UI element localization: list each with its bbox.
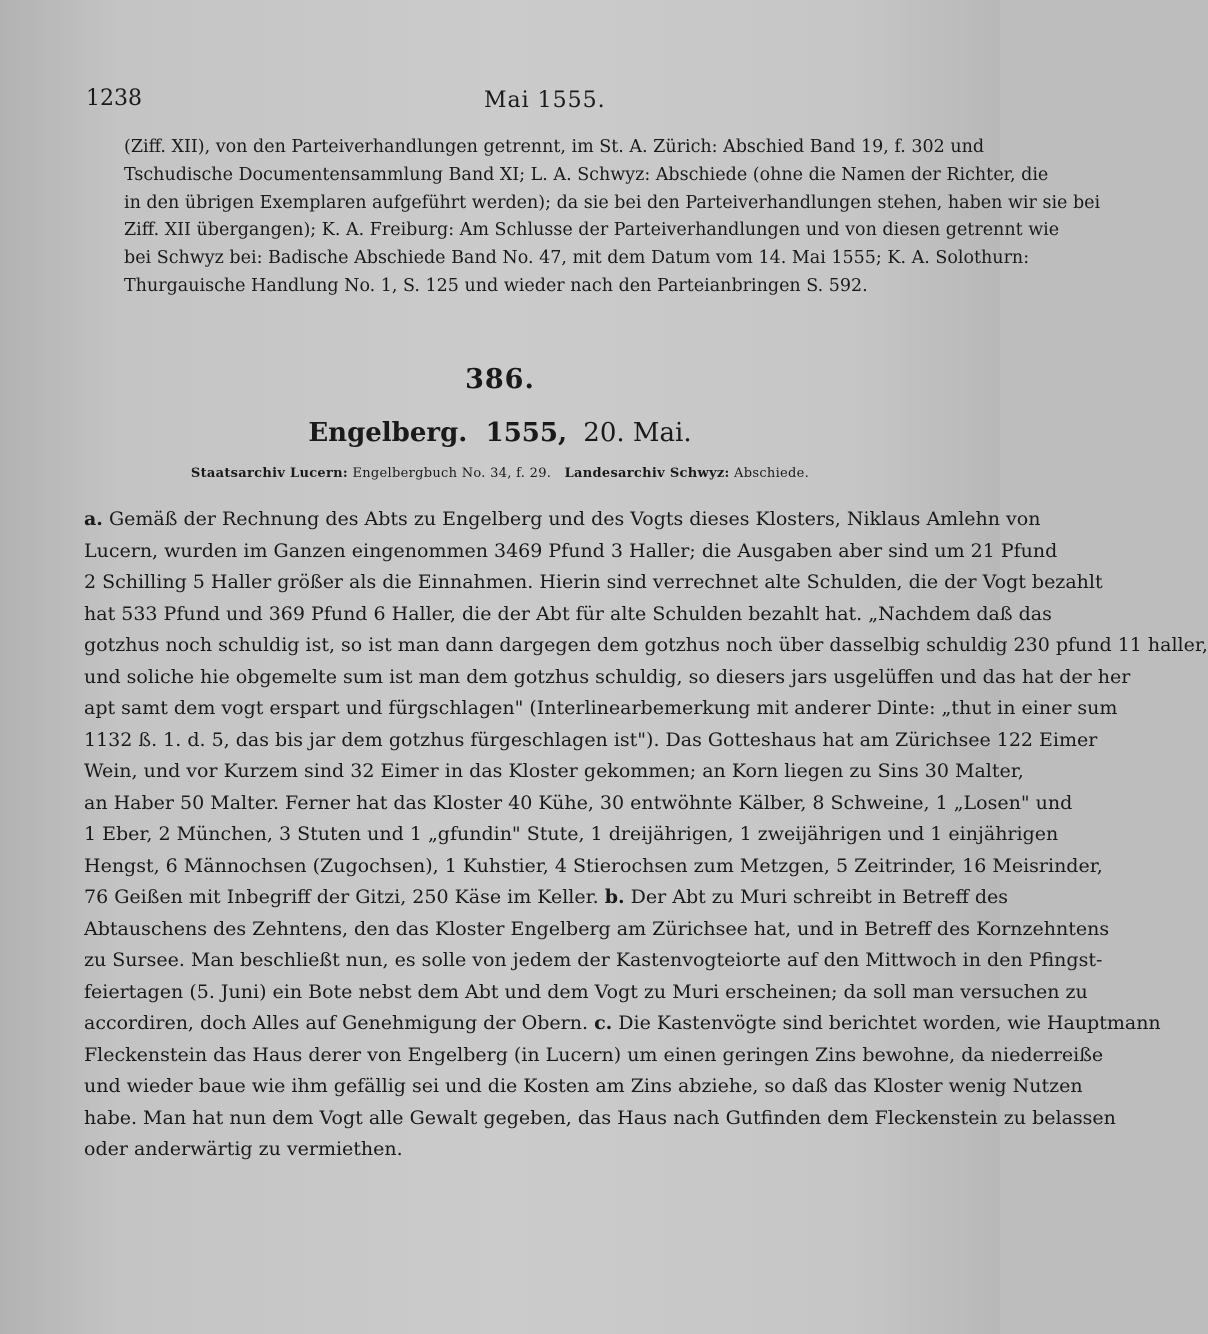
page-number: 1238 xyxy=(86,86,142,111)
source-archive: Landesarchiv Schwyz: xyxy=(564,466,730,481)
line-text: an Haber 50 Malter. Ferner hat das Kloster 40 Kühe, 30 entwöhnte Kälber, 8 Schweine, 1 „Losen" und xyxy=(84,791,1073,814)
text-line xyxy=(84,945,1103,977)
line-text: Die Kastenvögte sind berichtet worden, wie Hauptmann xyxy=(612,1012,1161,1034)
line-text: gotzhus noch schuldig ist, so ist man dann dargegen dem gotzhus noch über dasselbig schuldig 230 pfund 11 haller, xyxy=(84,634,1208,656)
source-references xyxy=(0,466,1000,481)
text-line: Ziff. XII übergangen); K. A. Freiburg: Am Schlusse der Parteiverhandlungen und von diesen getrennt wie xyxy=(124,220,1060,241)
previous-entry-text xyxy=(124,134,1101,301)
text-line xyxy=(84,1040,1104,1072)
text-line xyxy=(84,819,1059,851)
line-text: Der Abt zu Muri schreibt in Betreff des xyxy=(624,886,1009,908)
line-text: Wein, und vor Kurzem sind 32 Eimer in das Kloster gekommen; an Korn liegen zu Sins 30 Malter, xyxy=(84,760,1024,782)
text-line xyxy=(84,1071,1083,1103)
text-line xyxy=(84,567,1103,599)
text-line xyxy=(84,914,1110,946)
text-line: in den übrigen Exemplaren aufgeführt werden); da sie bei den Parteiverhandlungen stehen, haben wir sie bei xyxy=(124,192,1101,213)
entry-place: Engelberg. xyxy=(308,418,468,448)
source-reference: Engelbergbuch No. 34, f. 29. xyxy=(352,466,552,481)
source-reference: Abschiede. xyxy=(734,466,810,481)
line-text: Lucern, wurden im Ganzen eingenommen 3469 Pfund 3 Haller; die Ausgaben aber sind um 21 Pfund xyxy=(84,539,1058,562)
entry-date: 20. Mai. xyxy=(583,418,692,448)
line-text: Abtauschens des Zehntens, den das Kloster Engelberg am Zürichsee hat, und in Betreff des Kornzehntens xyxy=(84,917,1110,940)
line-text: zu Sursee. Man beschließt nun, es solle von jedem der Kastenvogteiorte auf den Mittwoch in den Pfingst- xyxy=(84,949,1103,971)
text-line: Tschudische Documentensammlung Band XI; L. A. Schwyz: Abschiede (ohne die Namen der Richter, die xyxy=(124,164,1049,185)
source-archive: Staatsarchiv Lucern: xyxy=(190,466,348,481)
line-text: 1132 ß. 1. d. 5, das bis jar dem gotzhus fürgeschlagen ist"). Das Gotteshaus hat am Zürichsee 122 Eimer xyxy=(84,728,1098,751)
text-line xyxy=(84,725,1098,757)
entry-body-text xyxy=(84,504,1208,1166)
entry-title xyxy=(0,418,1000,448)
line-text: 2 Schilling 5 Haller größer als die Einnahmen. Hierin sind verrechnet alte Schulden, die der Vogt bezahlt xyxy=(84,571,1103,593)
text-line xyxy=(84,662,1131,694)
line-text: accordiren, doch Alles auf Genehmigung der Obern. xyxy=(84,1012,595,1034)
entry-number: 386. xyxy=(465,364,535,395)
text-line xyxy=(84,504,1041,536)
text-line: Thurgauische Handlung No. 1, S. 125 und wieder nach den Parteianbringen S. 592. xyxy=(124,275,868,296)
line-text: hat 533 Pfund und 369 Pfund 6 Haller, die der Abt für alte Schulden bezahlt hat. „Nachdem daß das xyxy=(84,602,1052,625)
text-line xyxy=(84,788,1073,820)
line-text: 76 Geißen mit Inbegriff der Gitzi, 250 Käse im Keller. xyxy=(84,886,605,908)
line-text: 1 Eber, 2 München, 3 Stuten und 1 „gfundin" Stute, 1 dreijährigen, 1 zweijährigen und 1 einjährigen xyxy=(84,823,1059,845)
text-line xyxy=(84,851,1103,883)
text-line xyxy=(84,882,1009,914)
line-text: apt samt dem vogt erspart und fürgschlagen" (Interlinearbemerkung mit anderer Dinte: „thut in einer sum xyxy=(84,697,1118,719)
text-line xyxy=(84,1134,954,1166)
line-text: und soliche hie obgemelte sum ist man dem gotzhus schuldig, so diesers jars usgelüffen und das hat der her xyxy=(84,665,1131,688)
line-text: und wieder baue wie ihm gefällig sei und die Kosten am Zins abziehe, so daß das Kloster wenig Nutzen xyxy=(84,1075,1083,1097)
text-line xyxy=(84,756,1024,788)
text-line: (Ziff. XII), von den Parteiverhandlungen getrennt, im St. A. Zürich: Abschied Band 19, f. 302 und xyxy=(124,137,985,157)
text-line xyxy=(84,1103,1116,1135)
line-text: feiertagen (5. Juni) ein Bote nebst dem Abt und dem Vogt zu Muri erscheinen; da soll man versuchen zu xyxy=(84,980,1088,1003)
line-text: oder anderwärtig zu vermiethen. xyxy=(84,1138,403,1160)
section-mark: c. xyxy=(594,1012,613,1034)
entry-year: 1555, xyxy=(485,418,568,448)
text-line xyxy=(84,630,1208,662)
text-line xyxy=(84,599,1052,631)
text-line xyxy=(84,1008,1161,1040)
text-line: bei Schwyz bei: Badische Abschiede Band No. 47, mit dem Datum vom 14. Mai 1555; K. A. Solothurn: xyxy=(124,248,1030,269)
text-line xyxy=(84,693,1118,725)
line-text: Gemäß der Rechnung des Abts zu Engelberg und des Vogts dieses Klosters, Niklaus Amlehn von xyxy=(102,508,1041,530)
running-head: Mai 1555. xyxy=(484,88,606,113)
text-line xyxy=(84,977,1088,1009)
text-line xyxy=(84,536,1058,568)
line-text: Hengst, 6 Männochsen (Zugochsen), 1 Kuhstier, 4 Stierochsen zum Metzgen, 5 Zeitrinder, 16 Meisrinder, xyxy=(84,854,1103,877)
line-text: habe. Man hat nun dem Vogt alle Gewalt gegeben, das Haus nach Gutfinden dem Fleckenstein zu belassen xyxy=(84,1106,1116,1129)
section-mark: a. xyxy=(84,508,103,530)
section-mark: b. xyxy=(604,886,625,908)
line-text: Fleckenstein das Haus derer von Engelberg (in Lucern) um einen geringen Zins bewohne, da niederreiße xyxy=(84,1043,1104,1066)
